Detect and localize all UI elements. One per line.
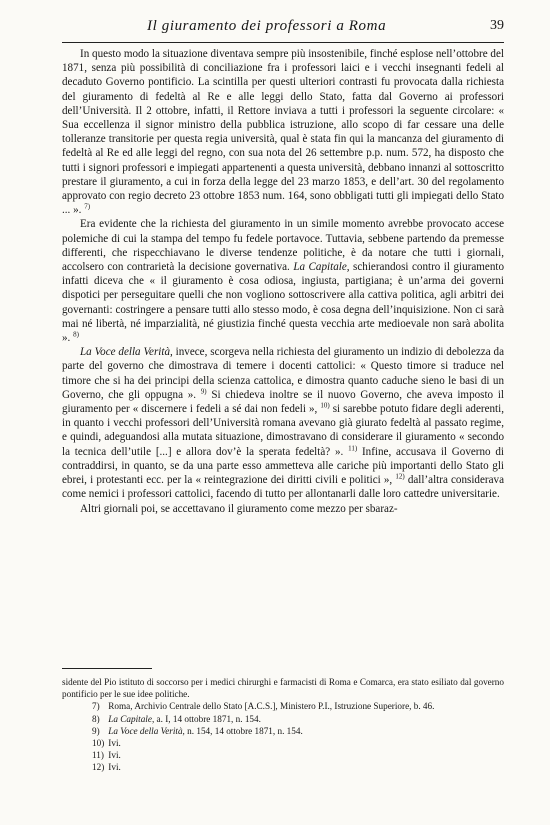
paragraph-2-text-a: Era evidente che la richiesta del giuramento in un simile momento avrebbe provocato accese polemiche di cui la stampa del tempo fu fedele portavoce. Tuttavia, sebbene partendo da premesse differenti, che rispecchiavano le diverse tendenze politiche, è da notare che tutti i giornali, accolsero con contrarietà la decisione governativa. <box>62 218 504 274</box>
footnote-11-text: Ivi. <box>108 750 121 761</box>
footnote-rule <box>62 668 152 669</box>
footnote-8 <box>62 713 504 725</box>
note-ref-8: 8) <box>73 330 79 339</box>
note-ref-7: 7) <box>84 202 91 211</box>
paragraph-1 <box>62 47 504 217</box>
main-text <box>62 47 504 516</box>
paragraph-4: Altri giornali poi, se accettavano il giuramento come mezzo per sbaraz- <box>80 502 398 515</box>
paragraph-3-text-b: Si chiedeva inoltre se il nuovo Governo, che aveva imposto il giuramento per « discernere i fedeli a sé dai non fedeli », <box>62 388 504 416</box>
footnote-9-text: n. 154, 14 ottobre 1871, n. 154. <box>187 725 303 736</box>
paragraph-2-text-b: schierandosi contro il giuramento infatti diceva che « il giuramento è cosa odiosa, ingiusta, partigiana; è un’arma dei governi dispotici per perseguitare quelli che non vogliono sottoscrivere alla cattiva politica, agli arbitri dei governanti: costringere a pensare tutti allo stesso modo, è cosa degna dell’inquisizione. Non ci sarà mai né libertà, né imparzialità, né giustizia finché questa vecchia arte medioevale non sarà abolita ». <box>62 261 504 345</box>
footnote-9-title: La Voce della Verità, <box>108 725 185 736</box>
paragraph-3-text-e: dall’altra considerava come nemici i professori cattolici, facendo di tutto per allontanarli dalle loro cattedre universitarie. <box>62 474 504 501</box>
footnote-8-title: La Capitale, <box>108 713 155 724</box>
note-ref-9: 9) <box>200 387 207 396</box>
note-ref-10: 10) <box>320 401 330 410</box>
footnote-10-text: Ivi. <box>108 738 121 749</box>
paragraph-1-text: In questo modo la situazione diventava sempre più insostenibile, finché esplose nell’ottobre del 1871, senza più possibilità di conciliazione fra i professori laici e i vecchi insegnanti fedeli al decaduto Governo pontificio. La scintilla per questi ulteriori contrasti fu provocata dalla richiesta del giuramento di fedeltà al Re e alle leggi dello Stato, fatta dal Governo ai professori dell’Università. Il 2 ottobre, infatti, il Rettore inviava a tutti i professori la seguente circolare: « Sua eccellenza il signor ministro della pubblica istruzione, allo scopo di far cessare una delle tolleranze transitorie per questa regia università, qual è stata fin qui la mancanza del giuramento di fedeltà al Re ed alle leggi del regno, con sua nota del 26 settembre p.p. num. 572, ha disposto che tutti i signori professori e impiegati appartenenti a questa università, debbano innanzi al sottoscritto prestare il giuramento, a cui in forza della legge del 23 marzo 1853, e dell’art. 30 del regolamento approvato con regio decreto 23 ottobre 1853 num. 164, sono obbligati tutti gli impiegati dello Stato ... ». <box>62 48 504 217</box>
footnote-8-text: a. I, 14 ottobre 1871, n. 154. <box>156 713 261 724</box>
note-ref-11: 11) <box>348 444 358 452</box>
footnotes <box>62 676 504 774</box>
footnote-7-text: Roma, Archivio Centrale dello Stato [A.C.S.], Ministero P.I., Istruzione Superiore, b. 46. <box>108 701 435 712</box>
paragraph-3-text-a: invece, scorgeva nella richiesta del giuramento un indizio di debolezza da parte del governo che dimostrava di temere i docenti cattolici: « Questo timore si traduce nel timore che si ha dei principi della scienza cattolica, e dimostra quanto caduche sieno le basi di un Governo, che gli oppugna ». <box>62 346 504 401</box>
paragraph-3-text-c: si sarebbe potuto fidare degli aderenti, in quanto i vecchi professori dell’Università romana avevano già giurato fedeltà al passato regime, e quindi, adeguandosi alla mutata situazione, dimostravano di considerare il giuramento « secondo la tecnica dell’utile [...] e allora dov’è la sperata fedeltà? ». <box>62 403 504 458</box>
footnote-continued: sidente del Pio istituto di soccorso per i medici chirurghi e farmacisti di Roma e Comarca, era stato esiliato dal governo pontificio per le sue idee politiche. <box>62 677 504 700</box>
footnote-7-number: 7) <box>92 701 100 712</box>
paragraph-2 <box>62 217 504 345</box>
footnote-10 <box>62 737 504 749</box>
newspaper-title-capitale: La Capitale, <box>293 261 350 274</box>
paragraph-3-text-d: Infine, accusava il Governo di contraddirsi, in quanto, se da una parte esso ammetteva alle cariche più importanti dello Stato gli ebrei, i protestanti ecc. per la « reintegrazione dei diritti civili e politici », <box>62 445 505 487</box>
page-header <box>62 16 504 43</box>
paragraph-3 <box>62 345 504 501</box>
footnote-10-number: 10) <box>92 738 105 749</box>
footnote-11-number: 11) <box>92 750 104 761</box>
footnote-12-number: 12) <box>92 762 105 773</box>
footnote-12-text: Ivi. <box>108 762 121 773</box>
page-number: 39 <box>490 18 504 33</box>
newspaper-title-voce: La Voce della Verità, <box>80 346 173 359</box>
footnote-12 <box>62 761 504 773</box>
footnote-8-number: 8) <box>92 713 100 724</box>
footnote-11 <box>62 749 504 761</box>
footnote-9-number: 9) <box>92 725 100 736</box>
running-title: Il giuramento dei professori a Roma <box>147 18 387 34</box>
footnote-9 <box>62 725 504 737</box>
footnote-7 <box>62 700 504 712</box>
note-ref-12: 12) <box>395 472 405 481</box>
